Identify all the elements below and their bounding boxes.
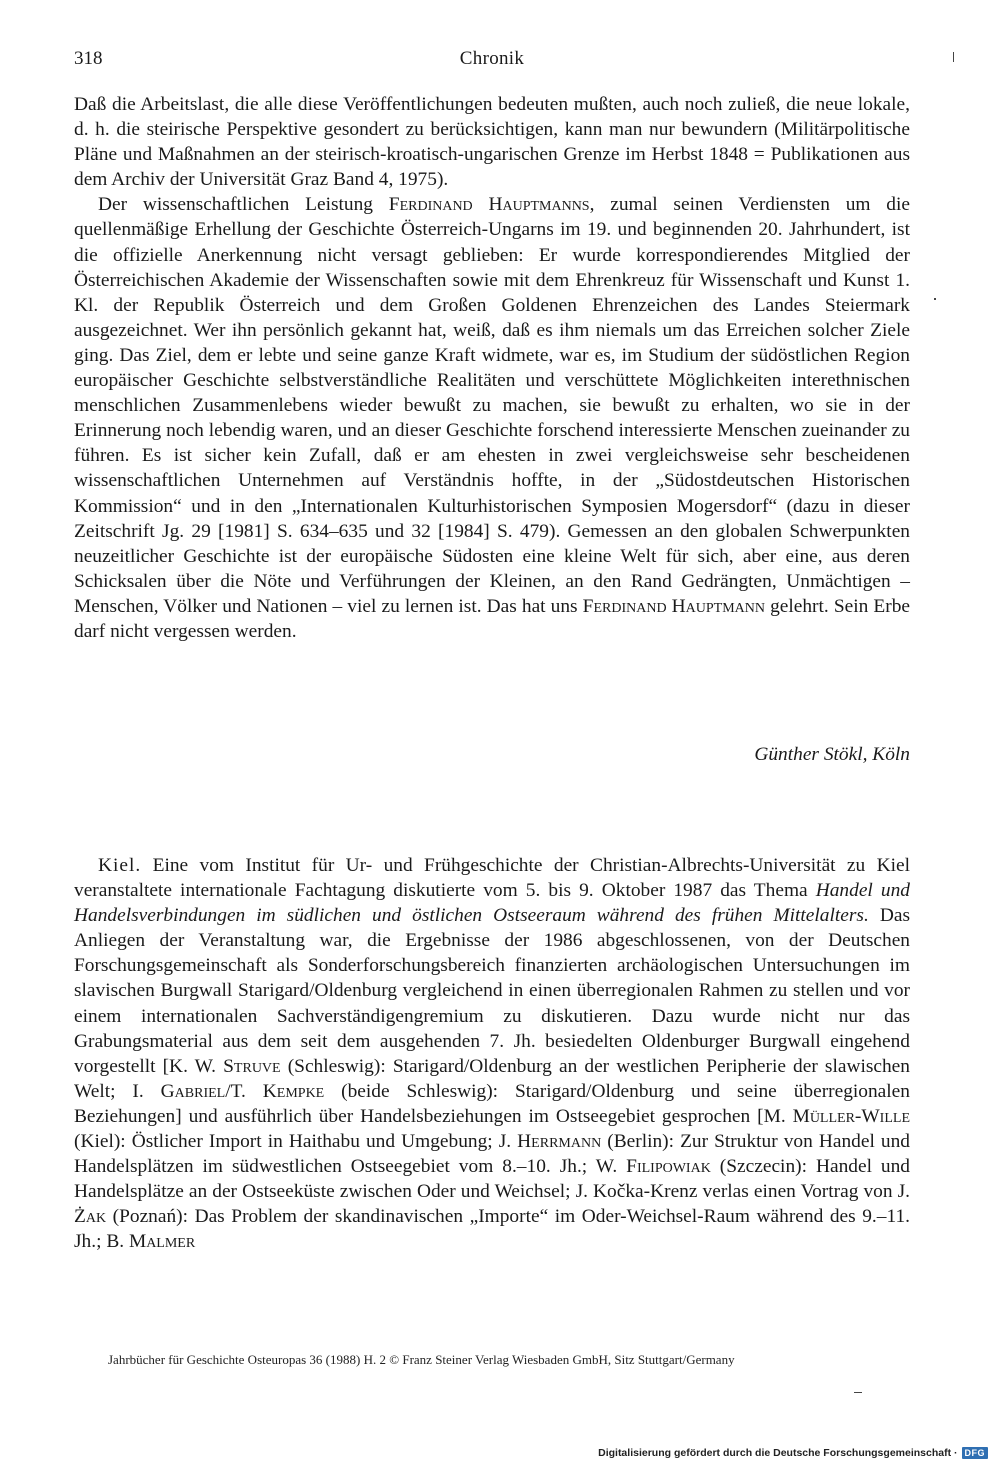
person-name: Gabriel (160, 1080, 226, 1102)
place-heading: Kiel. (98, 855, 142, 876)
journal-citation-footer: Jahrbücher für Geschichte Osteuropas 36 (1988) H. 2 © Franz Steiner Verlag Wiesbaden GmbH, Sitz Stuttgart/Germany (108, 1352, 735, 1367)
text-run: Das Anliegen der Veranstaltung war, die Ergebnisse der 1986 abgeschlossenen, von der Deutschen Forschungsgemeinschaft als Sonderforschungsbereich finanzierten archäologischen Untersuchungen im slavischen Burgwall Starigard/Oldenburg vergleichend in einen überregionalen Rahmen zu stellen und vor einem internationalen Sachverständigengremium zu diskutieren. Dazu wurde nicht nur das Grabungsmaterial aus dem seit dem ausgehenden 7. Jh. besiedelten Oldenburger Burgwall eingehend vorgestellt [K. W. (74, 905, 910, 1077)
person-name: Herrmann (517, 1131, 602, 1153)
dfg-logo-icon: DFG (962, 1447, 989, 1459)
person-name: Müller-Wille (792, 1105, 910, 1127)
paragraph: Daß die Arbeitslast, die alle diese Veröffentlichungen bedeuten mußten, auch noch zuließ, die neue lokale, d. h. die steirische Perspektive gesondert zu berücksichtigen, kann man nur bewundern (Militärpolitische Pläne und Maßnahmen an der steirisch-kroatisch-ungarischen Grenze im Herbst 1848 = Publikationen aus dem Archiv der Universität Graz Band 4, 1975). (74, 94, 910, 191)
conference-title: Handel und Handelsverbindungen im südlichen und östlichen Ostseeraum während des frühen Mittelalters. (74, 880, 910, 927)
text-run: gelehrt. Sein Erbe darf nicht vergessen werden. (74, 595, 910, 642)
person-name: Struve (223, 1055, 281, 1077)
text-run: (Szczecin): Handel und Handelsplätze an der Ostseeküste zwischen Oder und Weichsel; J. Kočka-Krenz verlas einen Vortrag von J. (74, 1156, 911, 1203)
text-run: (Berlin): Zur Struktur von Handel und Handelsplätzen im südwestlichen Ostseegebiet vom 8.–10. Jh.; W. (74, 1131, 911, 1178)
text-run: Eine vom Institut für Ur- und Frühgeschichte der Christian-Albrechts-Universität zu Kiel veranstaltete internationale Fachtagung diskutierte vom 5. bis 9. Oktober 1987 das Thema (74, 855, 910, 902)
person-name: Kempke (262, 1080, 325, 1102)
text-run: Der wissenschaftlichen Leistung (98, 194, 389, 216)
text-run: /T. (225, 1080, 263, 1102)
person-name: Ferdinand Hauptmann (582, 595, 765, 617)
person-name: Ferdinand Hauptmanns (388, 194, 590, 216)
dfg-funding-note (598, 1447, 988, 1459)
text-run: (Schleswig): Starigard/Oldenburg an der westlichen Peripherie der slawischen Welt; I. (74, 1055, 910, 1102)
paragraph (74, 853, 910, 1255)
paragraph (74, 192, 910, 644)
conference-report-text (74, 853, 910, 1255)
text-run: (Kiel): Östlicher Import in Haithabu und Umgebung; J. (74, 1131, 518, 1153)
dfg-label: Digitalisierung gefördert durch die Deutsche Forschungsgemeinschaft · (598, 1447, 958, 1459)
person-name: Filipowiak (626, 1156, 711, 1178)
running-title: Chronik (459, 48, 525, 69)
scan-mark (854, 1392, 862, 1393)
text-run: (beide Schleswig): Starigard/Oldenburg und seine überregionalen Beziehungen] und ausführlich über Handelsbeziehungen im Ostseegebiet gesprochen [M. (74, 1080, 910, 1127)
text-run: (Poznań): Das Problem der skandinavischen „Importe“ im Oder-Weichsel-Raum während des 9.–11. Jh.; B. (74, 1206, 910, 1253)
author-signature: Günther Stökl, Köln (754, 744, 910, 765)
scan-mark (953, 52, 954, 62)
scan-mark (934, 298, 936, 300)
page-header (74, 48, 910, 76)
person-name: Malmer (128, 1231, 196, 1253)
obituary-text (74, 92, 910, 644)
page-number: 318 (74, 48, 103, 69)
person-name: Żak (74, 1206, 107, 1228)
text-run: , zumal seinen Verdiensten um die quellenmäßige Erhellung der Geschichte Österreich-Ungarns im 19. und beginnenden 20. Jahrhundert, ist die offizielle Anerkennung nicht versagt geblieben: Er wurde korrespondierendes Mitglied der Österreichischen Akademie der Wissenschaften sowie mit dem Ehrenkreuz für Wissenschaft und Kunst 1. Kl. der Republik Österreich und dem Großen Goldenen Ehrenzeichen des Landes Steiermark ausgezeichnet. Wer ihn persönlich gekannt hat, weiß, daß es ihm niemals um das Erreichen solcher Ziele ging. Das Ziel, dem er lebte und seine ganze Kraft widmete, war es, im Studium der südöstlichen Region europäischer Geschichte selbstverständliche Realitäten und verschüttete Möglichkeiten interethnischen menschlichen Zusammenlebens wieder bewußt zu machen, sie bewußt zu erhalten, wo sie in der Erinnerung noch lebendig waren, und an dieser Geschichte forschend interessierte Menschen zueinander zu führen. Es ist sicher kein Zufall, daß er am ehesten in zwei vergleichsweise sehr bescheidenen wissenschaftlichen Unternehmen auf Verständnis hoffte, in der „Südostdeutschen Historischen Kommission“ und in den „Internationalen Kulturhistorischen Symposien Mogersdorf“ (dazu in dieser Zeitschrift Jg. 29 [1981] S. 634–635 und 32 [1984] S. 479). Gemessen an den globalen Schwerpunkten neuzeitlicher Geschichte ist der europäische Südosten eine kleine Welt für sich, aber eine, aus deren Schicksalen über die Nöte und Verführungen der Kleinen, an den Rand Gedrängten, Unmächtigen – Menschen, Völker und Nationen – viel zu lernen ist. Das hat uns (74, 194, 910, 617)
